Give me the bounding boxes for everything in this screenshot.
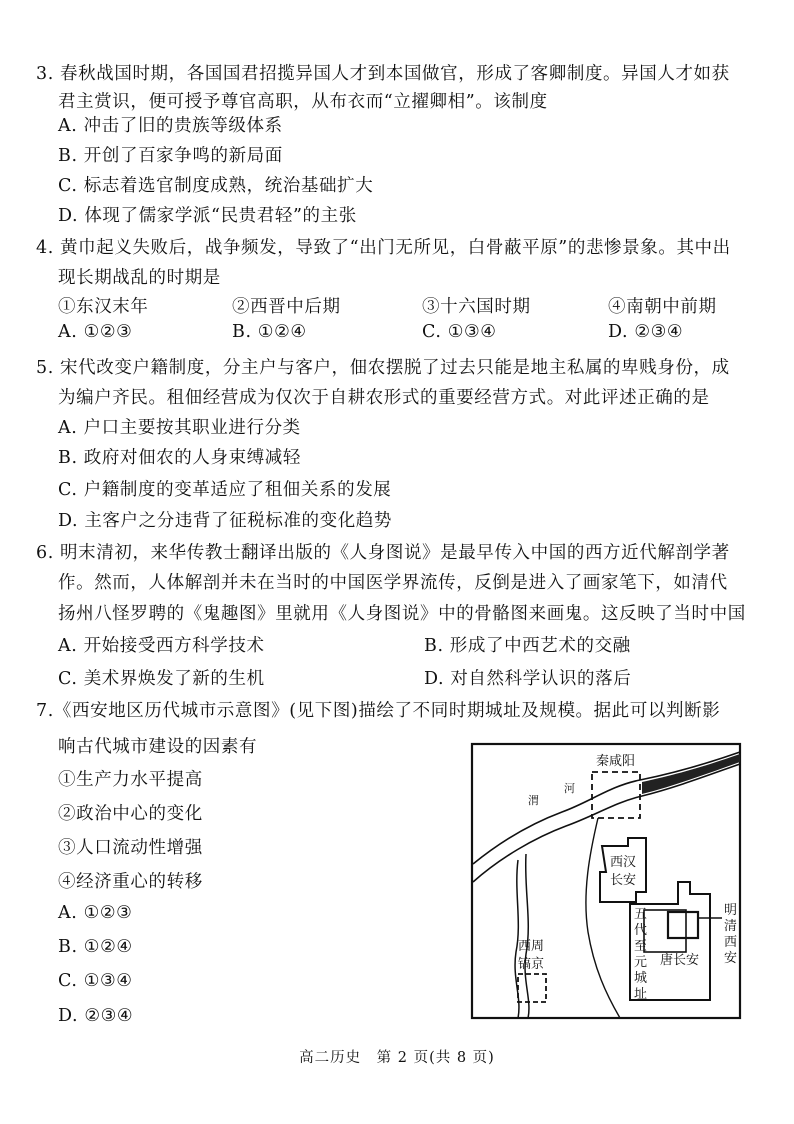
ming-qing-xian-site — [668, 912, 698, 938]
q5-stem-line2: 为编户齐民。租佃经营成为仅次于自耕农形式的重要经营方式。对此评述正确的是 — [58, 388, 710, 408]
svg-text:安: 安 — [724, 951, 738, 966]
q3-option-b: B. 开创了百家争鸣的新局面 — [58, 146, 283, 166]
q6-stem-line1: 6. 明末清初，来华传教士翻译出版的《人身图说》是最早传入中国的西方近代解剖学著 — [36, 543, 730, 563]
xian-city-map — [470, 742, 742, 1020]
q4-option-d: D. ②③④ — [608, 322, 684, 342]
svg-text:清: 清 — [724, 919, 738, 934]
q3-option-d: D. 体现了儒家学派“民贵君轻”的主张 — [58, 206, 357, 226]
q7-item-1: ①生产力水平提高 — [58, 770, 203, 790]
tributary-river-right-bank — [525, 854, 529, 1018]
q4-stem-line2: 现长期战乱的时期是 — [58, 268, 221, 288]
q3-stem-line2: 君主赏识，便可授予尊官高职，从布衣而“立擢卿相”。该制度 — [58, 92, 548, 112]
q4-item-1: ①东汉末年 — [58, 297, 149, 317]
q5-option-d: D. 主客户之分违背了征税标准的变化趋势 — [58, 511, 393, 531]
qin-xianyang-label: 秦咸阳 — [596, 754, 636, 769]
western-zhou-label-1: 西周 — [518, 939, 545, 954]
svg-text:城: 城 — [634, 971, 648, 986]
q7-item-4: ④经济重心的转移 — [58, 872, 203, 892]
q7-option-a: A. ①②③ — [58, 903, 133, 923]
wudai-yuan-label — [634, 907, 647, 1002]
q7-option-c: C. ①③④ — [58, 971, 133, 991]
wei-river-lower-bank — [473, 764, 740, 882]
wei-river-shade — [642, 754, 740, 794]
q7-item-2: ②政治中心的变化 — [58, 804, 203, 824]
wei-label-2: 河 — [564, 782, 575, 795]
map-frame — [472, 744, 740, 1018]
q5-stem-line1: 5. 宋代改变户籍制度，分主户与客户，佃农摆脱了过去只能是地主私属的卑贱身份，成 — [36, 358, 730, 378]
q7-item-3: ③人口流动性增强 — [58, 838, 203, 858]
q4-item-4: ④南朝中前期 — [608, 297, 717, 317]
wudai-yuan-site — [644, 910, 686, 952]
q6-option-b: B. 形成了中西艺术的交融 — [424, 636, 631, 656]
q6-option-a: A. 开始接受西方科学技术 — [58, 636, 265, 656]
western-zhou-haojing-site — [518, 974, 546, 1002]
svg-text:址: 址 — [634, 987, 648, 1002]
q4-option-c: C. ①③④ — [422, 322, 497, 342]
svg-text:西: 西 — [724, 935, 738, 950]
western-han-label-1: 西汉 — [610, 855, 637, 870]
western-han-changan-site — [600, 838, 646, 902]
q4-option-a: A. ①②③ — [58, 322, 133, 342]
q3-stem-line1: 3. 春秋战国时期，各国国君招揽异国人才到本国做官，形成了客卿制度。异国人才如获 — [36, 64, 730, 84]
q6-option-d: D. 对自然科学认识的落后 — [424, 669, 632, 689]
q7-option-b: B. ①②④ — [58, 937, 133, 957]
svg-text:元: 元 — [634, 955, 648, 970]
tang-changan-label: 唐长安 — [660, 953, 700, 968]
q3-option-a: A. 冲击了旧的贵族等级体系 — [58, 116, 283, 136]
q4-item-3: ③十六国时期 — [422, 297, 531, 317]
ming-qing-xian-label — [724, 903, 737, 966]
page-footer: 高二历史 第 2 页(共 8 页) — [299, 1050, 495, 1066]
western-zhou-label-2: 镐京 — [518, 957, 545, 972]
svg-text:五: 五 — [634, 907, 648, 922]
western-han-label-2: 长安 — [610, 873, 637, 888]
q4-stem-line1: 4. 黄巾起义失败后，战争频发，导致了“出门无所见，白骨蔽平原”的悲惨景象。其中出 — [36, 238, 731, 258]
svg-text:代: 代 — [634, 923, 648, 938]
q5-option-b: B. 政府对佃农的人身束缚减轻 — [58, 448, 301, 468]
q5-option-a: A. 户口主要按其职业进行分类 — [58, 418, 301, 438]
q6-option-c: C. 美术界焕发了新的生机 — [58, 669, 265, 689]
q4-item-2: ②西晋中后期 — [232, 297, 341, 317]
wei-label-1: 渭 — [528, 794, 539, 807]
q3-option-c: C. 标志着选官制度成熟，统治基础扩大 — [58, 176, 374, 196]
svg-text:明: 明 — [724, 903, 738, 918]
q7-option-d: D. ②③④ — [58, 1006, 134, 1026]
q7-stem-line1: 7.《西安地区历代城市示意图》(见下图)描绘了不同时期城址及规模。据此可以判断影 — [36, 701, 721, 721]
q6-stem-line3: 扬州八怪罗聘的《鬼趣图》里就用《人身图说》中的骨骼图来画鬼。这反映了当时中国 — [58, 604, 746, 624]
q6-stem-line2: 作。然而，人体解剖并未在当时的中国医学界流传，反倒是进入了画家笔下，如清代 — [58, 573, 728, 593]
q7-stem-line2: 响古代城市建设的因素有 — [58, 737, 258, 757]
svg-text:至: 至 — [634, 939, 648, 954]
q5-option-c: C. 户籍制度的变革适应了租佃关系的发展 — [58, 480, 392, 500]
q4-option-b: B. ①②④ — [232, 322, 307, 342]
